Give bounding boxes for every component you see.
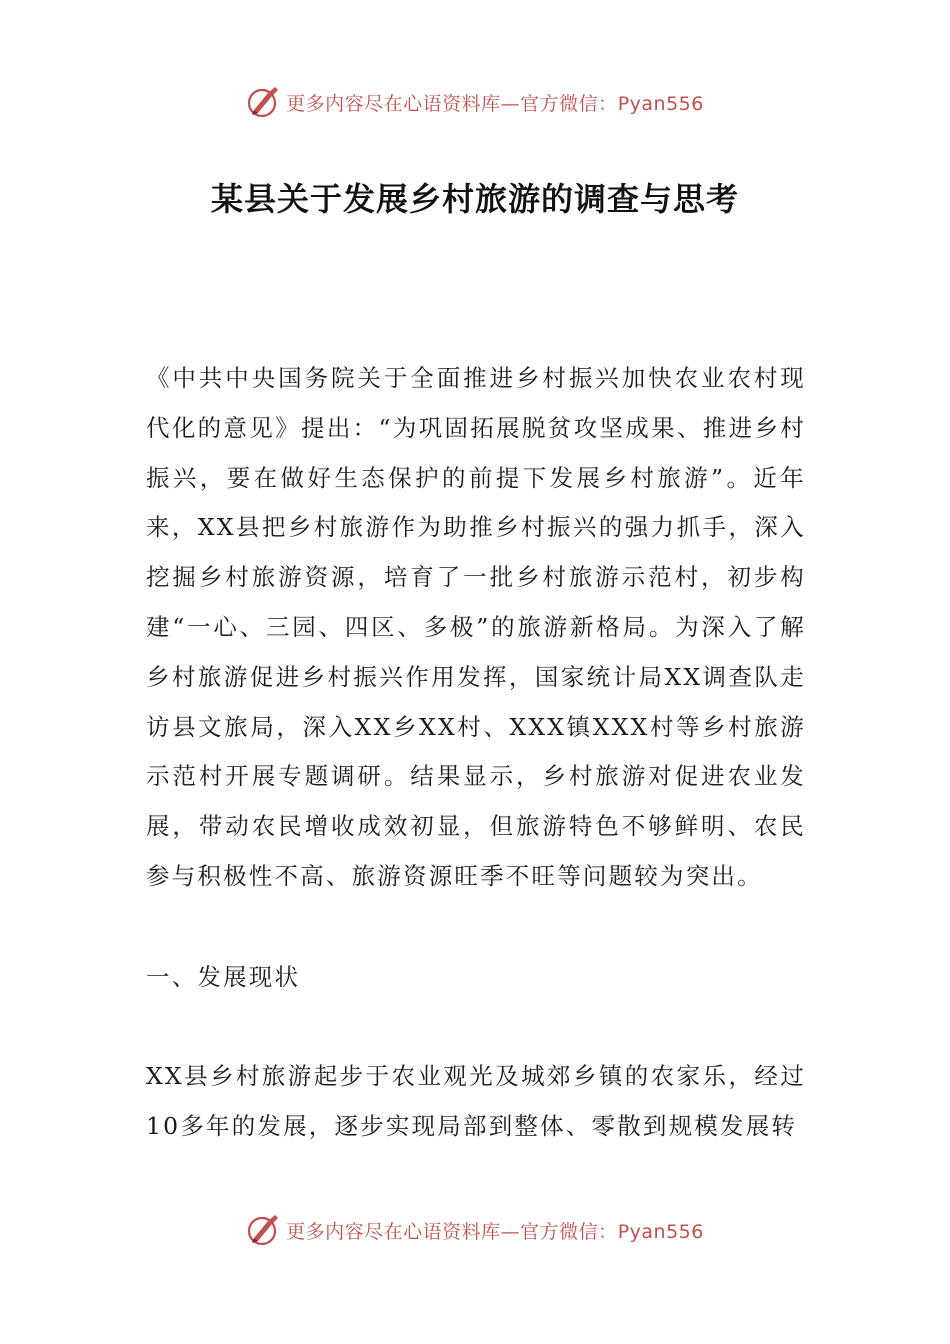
banner-wechat-label: 官方微信： [520, 1220, 618, 1243]
pen-logo-icon [246, 84, 282, 120]
banner-text [286, 1217, 704, 1244]
paragraph-development-status: XX县乡村旅游起步于农业观光及城郊乡镇的农家乐，经过10多年的发展，逐步实现局部到整体、零散到规模发展转 [146, 1062, 806, 1140]
document-title: 某县关于发展乡村旅游的调查与思考 [210, 180, 739, 218]
section-heading-development-status: 一、发展现状 [146, 963, 301, 991]
banner-wechat-label: 官方微信： [520, 92, 618, 115]
pen-logo-icon [246, 1212, 282, 1248]
banner-text [286, 89, 704, 116]
paragraph-intro: 《中共中央国务院关于全面推进乡村振兴加快农业农村现代化的意见》提出：“为巩固拓展脱贫攻坚成果、推进乡村振兴，要在做好生态保护的前提下发展乡村旅游”。近年来，XX县把乡村旅游作为助推乡村振兴的强力抓手，深入挖掘乡村旅游资源，培育了一批乡村旅游示范村，初步构建“一心、三园、四区、多极”的旅游新格局。为深入了解乡村旅游促进乡村振兴作用发挥，国家统计局XX调查队走访县文旅局，深入XX乡XX村、XXX镇XXX村等乡村旅游示范村开展专题调研。结果显示，乡村旅游对促进农业发展，带动农民增收成效初显，但旅游特色不够鲜明、农民参与积极性不高、旅游资源旺季不旺等问题较为突出。 [146, 364, 806, 890]
footer-banner [0, 1210, 950, 1250]
banner-wechat-id: Pyan556 [617, 92, 704, 115]
banner-wechat-id: Pyan556 [617, 1220, 704, 1243]
header-banner [0, 82, 950, 122]
banner-separator: — [500, 92, 521, 115]
banner-slogan: 更多内容尽在心语资料库 [286, 92, 501, 115]
banner-separator: — [500, 1220, 521, 1243]
banner-slogan: 更多内容尽在心语资料库 [286, 1220, 501, 1243]
